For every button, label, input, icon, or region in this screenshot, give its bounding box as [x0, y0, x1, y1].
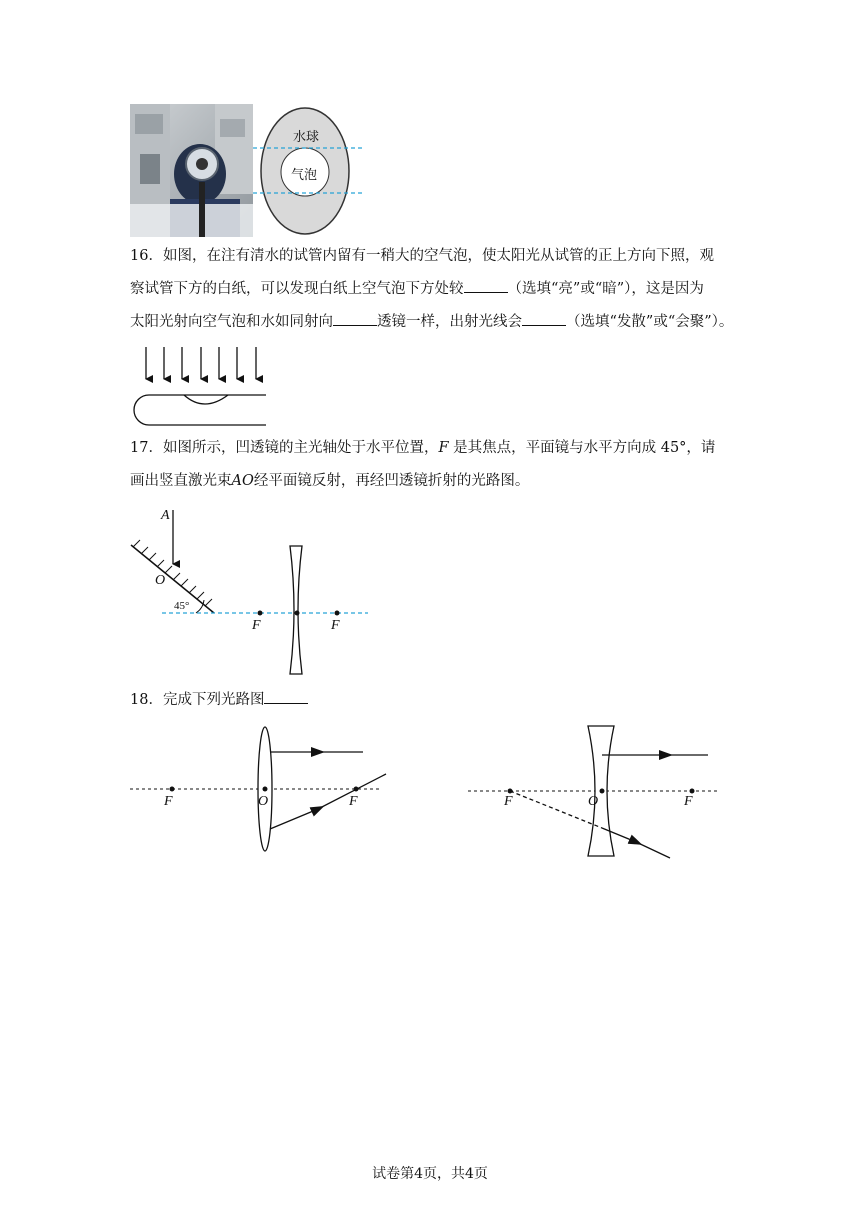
label-F-right: F [349, 794, 358, 809]
q16-text: 察试管下方的白纸，可以发现白纸上空气泡下方处较 [130, 281, 464, 297]
question-17 [130, 432, 740, 498]
q16-line1: 16．如图，在注有清水的试管内留有一稍大的空气泡，使太阳光从试管的正上方向下照，观 [130, 248, 714, 264]
concave-lens-figure [466, 722, 720, 864]
question-18 [130, 684, 740, 717]
astronaut-photo [130, 104, 253, 237]
q17-text: 画出竖直激光束 [130, 473, 232, 489]
label-F-right: F [684, 794, 693, 809]
answer-blank[interactable] [264, 689, 308, 704]
answer-blank[interactable] [333, 311, 377, 326]
q16-line2 [130, 273, 740, 306]
label-O: O [258, 794, 269, 809]
q16-text: （选填“亮”或“暗”），这是因为 [507, 281, 704, 297]
q16-text: 透镜一样，出射光线会 [377, 314, 522, 330]
test-tube-figure [132, 343, 272, 429]
q18-text: 18．完成下列光路图 [130, 692, 265, 708]
q17-line1 [130, 432, 740, 465]
q17-text: 17．如图所示，凹透镜的主光轴处于水平位置， [130, 440, 439, 456]
q17-focus-symbol: F [438, 440, 449, 456]
label-F-left: F [164, 794, 173, 809]
q17-text: 是其焦点，平面镜与水平方向成 45°，请 [453, 440, 716, 456]
q17-text: 经平面镜反射，再经凹透镜折射的光路图。 [253, 473, 530, 489]
label-F-left: F [252, 618, 261, 633]
mirror-lens-figure [128, 500, 378, 680]
label-O: O [155, 573, 166, 588]
answer-blank[interactable] [522, 311, 566, 326]
answer-blank[interactable] [464, 278, 508, 293]
q17-line2 [130, 465, 740, 498]
label-F-left: F [504, 794, 513, 809]
question-16 [130, 240, 740, 339]
label-angle: 45° [174, 600, 190, 612]
convex-lens-figure [128, 722, 390, 857]
label-O: O [588, 794, 599, 809]
q16-text: 太阳光射向空气泡和水如同射向 [130, 314, 333, 330]
water-ball-label: 水球 [293, 130, 320, 145]
label-A: A [161, 508, 170, 523]
q17-beam-symbol: AO [231, 473, 254, 489]
q16-text: （选填“发散”或“会聚”）。 [566, 314, 734, 330]
water-ball-diagram [253, 104, 369, 237]
page-footer: 试卷第4页，共4页 [372, 1166, 488, 1182]
bubble-label: 气泡 [291, 168, 318, 183]
q16-line3 [130, 306, 740, 339]
label-F-right: F [331, 618, 340, 633]
